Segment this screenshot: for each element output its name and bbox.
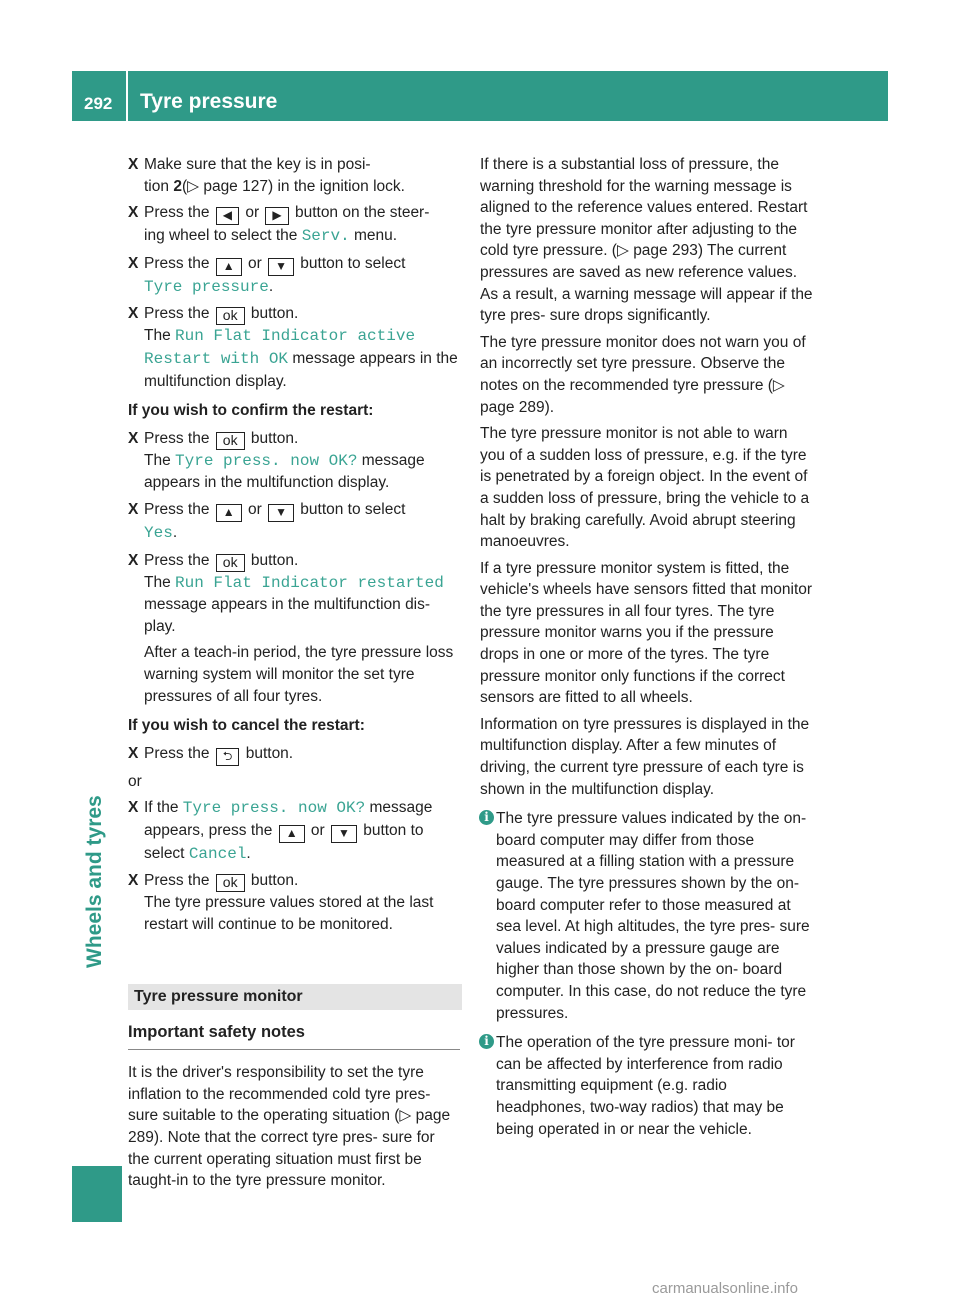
left-arrow-key-icon: ◀ [216, 207, 239, 225]
ok-key-icon: ok [216, 554, 245, 572]
step-bullet: X [128, 305, 139, 323]
paragraph-no-warning-incorrect: The tyre pressure monitor does not warn you of an incorrectly set tyre pressure. Observe the notes on the recommended tyre pressure (▷ page 289). [480, 333, 806, 416]
info-note-altitude: i The tyre pressure values indicated by the on-board computer may differ from those measured at a filling station with a pressure gauge. The tyre pressures shown by the on- board computer refer to those measured at sea level. At high altitudes, the tyre pres- sure values indicated by a pressure gauge are higher than those shown by the on- board computer. In this case, do not reduce the tyre pressures. [480, 808, 814, 1024]
serv-menu-code: Serv. [301, 227, 350, 246]
step-bullet: X [128, 799, 139, 817]
tyre-press-ok-code: Tyre press. now OK? [182, 799, 366, 818]
step-select-serv-menu: X Press the ◀ or ▶ button on the steer- ing wheel to select the Serv. menu. [128, 204, 430, 246]
restart-with-ok-code: Restart with OK [144, 349, 289, 368]
page-number: 292 [84, 94, 113, 113]
side-chapter-label: Wheels and tyres [83, 795, 106, 968]
page-title: Tyre pressure [140, 90, 278, 113]
cancel-code: Cancel [188, 844, 247, 863]
step-press-ok: X Press the ok button. The Run Flat Indicator active Restart with OK message appears in the multifunction display. [128, 305, 458, 390]
or-text: or [128, 772, 142, 790]
confirm-restart-heading: If you wish to confirm the restart: [128, 402, 374, 420]
up-arrow-key-icon: ▲ [216, 258, 242, 276]
tyre-press-ok-code: Tyre press. now OK? [175, 451, 358, 470]
paragraph-substantial-loss: If there is a substantial loss of pressure, the warning threshold for the warning message is aligned to the reference values entered. Restart the tyre pressure monitor after adjusting to the cold tyre pressure. (▷ page 293) The current pressures are saved as new reference values. As a result, a warning message will appear if the tyre pres- sure drops significantly. [480, 156, 813, 325]
step-bullet: X [128, 872, 139, 890]
section-title-bar: Tyre pressure monitor [128, 984, 462, 1010]
step-bullet: X [128, 744, 139, 762]
ok-key-icon: ok [216, 874, 245, 892]
safety-paragraph: It is the driver's responsibility to set the tyre inflation to the recommended cold tyre pres- sure suitable to the operating situation (▷ page 289). Note that the correct tyre pres- sure for the current operating situation must first be taught-in to the tyre pressure monitor. [128, 1064, 451, 1190]
step-bullet: X [128, 429, 139, 447]
info-note-interference: i The operation of the tyre pressure moni- tor can be affected by interference from radio transmitting equipment (e.g. radio headphones, two-way radios) that may be being operated in or near the vehicle. [480, 1032, 814, 1140]
step-key-position: X Make sure that the key is in posi- tion 2(▷ page 127) in the ignition lock. [128, 156, 405, 195]
step-back-button: X Press the ⮌ button. [128, 743, 460, 766]
down-arrow-key-icon: ▼ [268, 258, 294, 276]
step-select-cancel: X If the Tyre press. now OK? message appears, press the ▲ or ▼ button to select Cancel. [128, 799, 433, 863]
run-flat-restarted-code: Run Flat Indicator restarted [175, 573, 444, 592]
info-icon: i [479, 810, 494, 825]
up-arrow-key-icon: ▲ [216, 504, 242, 522]
right-column [480, 154, 814, 1140]
step-bullet: X [128, 551, 139, 569]
back-key-icon: ⮌ [216, 748, 240, 766]
down-arrow-key-icon: ▼ [331, 825, 357, 843]
ok-key-icon: ok [216, 432, 245, 450]
step-select-tyre-pressure: X Press the ▲ or ▼ button to select Tyre pressure. [128, 254, 406, 296]
step-confirm-ok: X Press the ok button. The Tyre press. now OK? message appears in the multifunction display. [128, 429, 425, 492]
tyre-pressure-code: Tyre pressure [144, 277, 269, 296]
step-bullet: X [128, 500, 139, 518]
safety-notes-subheading: Important safety notes [128, 1022, 460, 1051]
step-select-yes: X Press the ▲ or ▼ button to select Yes. [128, 500, 406, 542]
run-flat-active-code: Run Flat Indicator active [175, 327, 416, 346]
right-arrow-key-icon: ▶ [265, 207, 288, 225]
header-separator [126, 71, 128, 121]
step-bullet: X [128, 254, 139, 272]
teach-in-note: After a teach-in period, the tyre pressure loss warning system will monitor the set tyre pressures of all four tyres. [144, 644, 454, 705]
paragraph-display-info: Information on tyre pressures is displayed in the multifunction display. After a few minutes of driving, the current tyre pressure of each tyre is shown in the multifunction display. [480, 715, 810, 798]
step-restarted: X Press the ok button. The Run Flat Indicator restarted message appears in the multifunction dis- play. After a teach-in period, the tyre pressure loss warning system will monitor the set tyre pressures of all four tyres. [128, 550, 460, 708]
down-arrow-key-icon: ▼ [268, 504, 294, 522]
side-tab-block [72, 1166, 122, 1222]
step-bullet: X [128, 156, 139, 173]
step-bullet: X [128, 204, 139, 222]
cancel-restart-heading: If you wish to cancel the restart: [128, 717, 365, 735]
paragraph-sudden-loss: The tyre pressure monitor is not able to warn you of a sudden loss of pressure, e.g. if the tyre is penetrated by a foreign object. In the event of a sudden loss of pressure, bring the vehicle to a halt by braking carefully. Avoid abrupt steering manoeuvres. [480, 425, 810, 551]
step-cancel-ok: X Press the ok button. The tyre pressure values stored at the last restart will continue to be monitored. [128, 872, 434, 934]
yes-code: Yes [144, 523, 173, 542]
watermark: carmanualsonline.info [652, 1280, 798, 1297]
paragraph-sensors: If a tyre pressure monitor system is fitted, the vehicle's wheels have sensors fitted that monitor the tyre pressures in all four tyres. The tyre pressure monitor warns you if the pressure drops in one or more of the tyres. The tyre pressure monitor only functions if the correct sensors are fitted to all wheels. [480, 559, 813, 707]
left-column [128, 154, 460, 1197]
up-arrow-key-icon: ▲ [279, 825, 305, 843]
info-icon: i [479, 1034, 494, 1049]
ok-key-icon: ok [216, 307, 245, 325]
